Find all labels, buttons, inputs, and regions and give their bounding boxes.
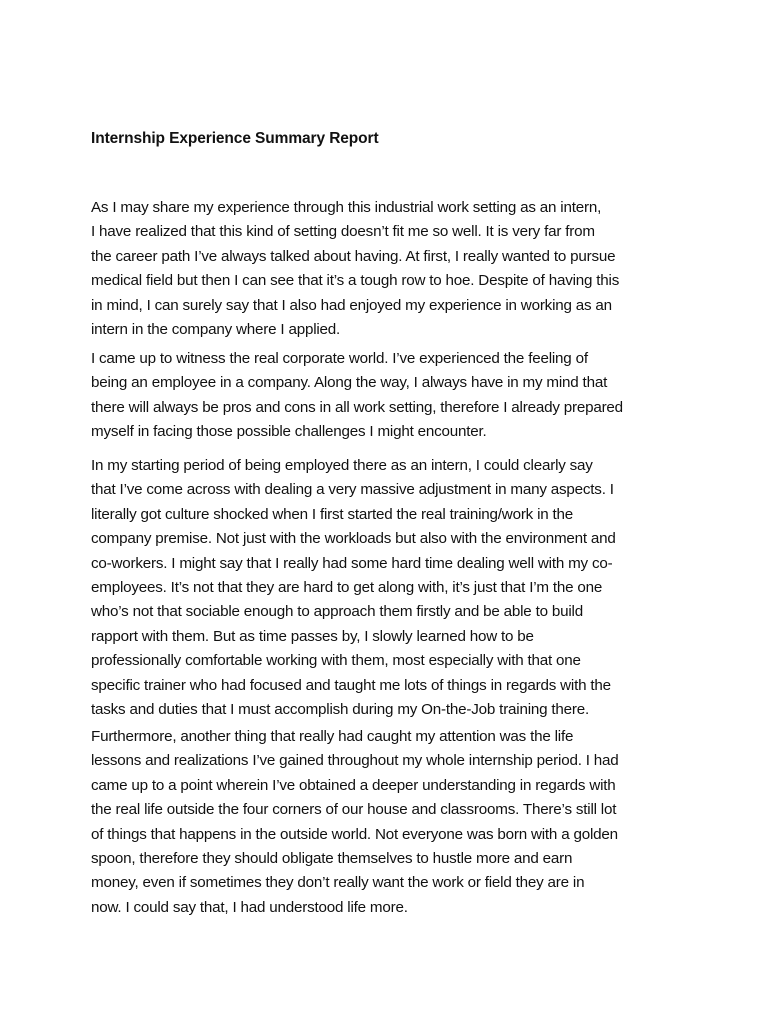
paragraph-line: I came up to witness the real corporate world. I’ve experienced the feeling of <box>91 350 588 367</box>
paragraph-line: myself in facing those possible challenges I might encounter. <box>91 423 487 441</box>
paragraph-line: Furthermore, another thing that really had caught my attention was the life <box>91 728 574 745</box>
paragraph-line: company premise. Not just with the workloads but also with the environment and <box>91 530 616 548</box>
paragraph-1 <box>91 196 691 342</box>
paragraph-line: specific trainer who had focused and taught me lots of things in regards with the <box>91 676 611 694</box>
paragraph-line: money, even if sometimes they don’t really want the work or field they are in <box>91 874 585 892</box>
paragraph-line: that I’ve come across with dealing a very massive adjustment in many aspects. I <box>91 481 614 499</box>
paragraph-line: rapport with them. But as time passes by, I slowly learned how to be <box>91 627 534 645</box>
paragraph-line: came up to a point wherein I’ve obtained a deeper understanding in regards with <box>91 776 616 794</box>
paragraph-line: tasks and duties that I must accomplish during my On-the-Job training there. <box>91 700 590 718</box>
paragraph-line: spoon, therefore they should obligate themselves to hustle more and earn <box>91 849 573 867</box>
paragraph-line: In my starting period of being employed there as an intern, I could clearly say <box>91 457 593 474</box>
paragraph-line: who’s not that sociable enough to approach them firstly and be able to build <box>91 603 583 621</box>
paragraph-line: now. I could say that, I had understood life more. <box>91 898 408 916</box>
paragraph-line: in mind, I can surely say that I also had enjoyed my experience in working as an <box>91 296 612 314</box>
paragraph-line: medical field but then I can see that it’s a tough row to hoe. Despite of having this <box>91 272 620 290</box>
paragraph-3 <box>91 454 691 722</box>
paragraph-line: there will always be pros and cons in all work setting, therefore I already prepared <box>91 398 623 416</box>
paragraph-line: I have realized that this kind of setting doesn’t fit me so well. It is very far from <box>91 223 595 241</box>
paragraph-line: co-workers. I might say that I really had some hard time dealing well with my co- <box>91 554 613 572</box>
paragraph-line: the real life outside the four corners of our house and classrooms. There’s still lot <box>91 801 617 819</box>
paragraph-line: literally got culture shocked when I first started the real training/work in the <box>91 505 574 523</box>
document-title: Internship Experience Summary Report <box>91 130 379 147</box>
paragraph-line: being an employee in a company. Along the way, I always have in my mind that <box>91 374 608 392</box>
paragraph-line: lessons and realizations I’ve gained throughout my whole internship period. I had <box>91 752 619 770</box>
paragraph-4 <box>91 725 691 920</box>
paragraph-line: intern in the company where I applied. <box>91 320 341 338</box>
paragraph-2 <box>91 347 691 445</box>
paragraph-line: the career path I’ve always talked about having. At first, I really wanted to pursue <box>91 247 616 265</box>
paragraph-line: As I may share my experience through this industrial work setting as an intern, <box>91 199 602 216</box>
paragraph-line: employees. It’s not that they are hard to get along with, it’s just that I’m the one <box>91 578 603 596</box>
paragraph-line: of things that happens in the outside world. Not everyone was born with a golden <box>91 825 618 843</box>
paragraph-line: professionally comfortable working with them, most especially with that one <box>91 652 581 670</box>
